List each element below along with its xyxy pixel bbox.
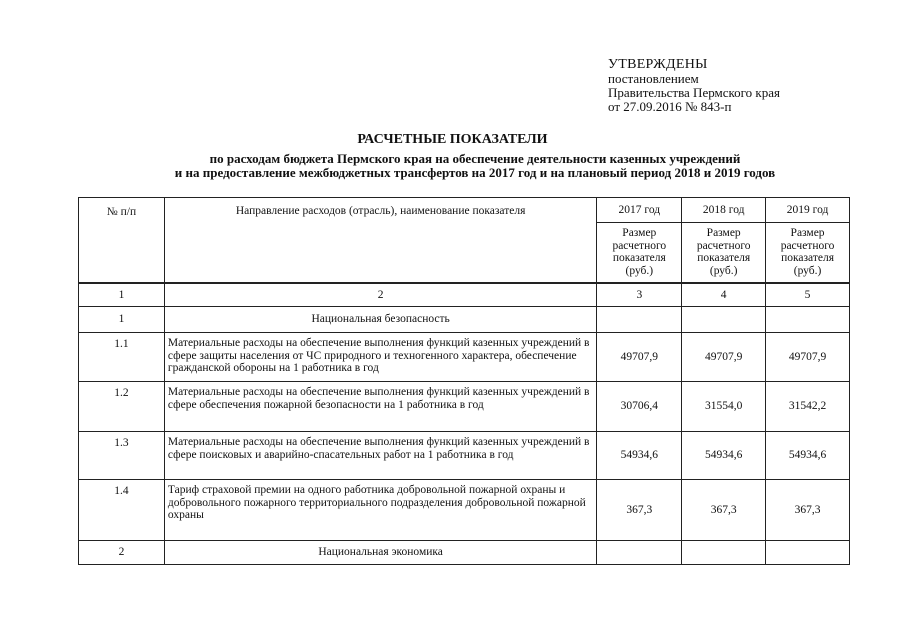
column-number-2: 2 [164, 283, 596, 307]
table-row [79, 382, 850, 432]
row-value-2017: 54934,6 [597, 432, 682, 480]
row-name: Национальная безопасность [164, 307, 596, 333]
row-name: Материальные расходы на обеспечение выполнения функций казенных учреждений в сфере обеспечения пожарной безопасности на 1 работника в год [164, 382, 596, 432]
row-name: Национальная экономика [164, 541, 596, 565]
column-number-row [79, 283, 850, 307]
table-row [79, 307, 850, 333]
row-name: Материальные расходы на обеспечение выполнения функций казенных учреждений в сфере поисковых и аварийно-спасательных работ на 1 работника в год [164, 432, 596, 480]
row-number: 1 [79, 307, 165, 333]
header-name: Направление расходов (отрасль), наименование показателя [164, 198, 596, 283]
header-year-2019: 2019 год [766, 198, 850, 223]
header-unit-2018: Размер расчетного показателя (руб.) [682, 223, 766, 283]
row-value-2017 [597, 307, 682, 333]
table-row [79, 333, 850, 382]
column-number-3: 3 [597, 283, 682, 307]
subtitle-line-2: и на предоставление межбюджетных трансфертов на 2017 год и на плановый период 2018 и 2019 годов [174, 165, 776, 180]
header-num: № п/п [79, 198, 165, 283]
row-value-2017 [597, 541, 682, 565]
approval-line-3: от 27.09.2016 № 843-п [608, 99, 732, 114]
table-row [79, 541, 850, 565]
row-value-2017: 30706,4 [597, 382, 682, 432]
row-value-2018: 367,3 [682, 480, 766, 541]
table-row [79, 432, 850, 480]
document-title: РАСЧЕТНЫЕ ПОКАЗАТЕЛИ [357, 132, 548, 147]
row-value-2017: 367,3 [597, 480, 682, 541]
row-number: 1.2 [79, 382, 165, 432]
header-row-years [79, 198, 850, 223]
row-value-2019 [766, 541, 850, 565]
row-value-2018: 31554,0 [682, 382, 766, 432]
row-value-2018: 54934,6 [682, 432, 766, 480]
header-year-2017: 2017 год [597, 198, 682, 223]
header-year-2018: 2018 год [682, 198, 766, 223]
approval-line-2: Правительства Пермского края [608, 85, 780, 100]
row-name: Тариф страховой премии на одного работника добровольной пожарной охраны и добровольного пожарного территориального подразделения добровольной пожарной охраны [164, 480, 596, 541]
row-name: Материальные расходы на обеспечение выполнения функций казенных учреждений в сфере защиты населения от ЧС природного и техногенного характера, обеспечение гражданской обороны на 1 работника в год [164, 333, 596, 382]
approval-title: УТВЕРЖДЕНЫ [608, 57, 708, 72]
row-number: 1.1 [79, 333, 165, 382]
header-unit-2019: Размер расчетного показателя (руб.) [766, 223, 850, 283]
row-value-2018: 49707,9 [682, 333, 766, 382]
row-value-2019: 54934,6 [766, 432, 850, 480]
approval-stamp [608, 58, 780, 114]
row-number: 1.3 [79, 432, 165, 480]
subtitle-line-1: по расходам бюджета Пермского края на обеспечение деятельности казенных учреждений [209, 151, 741, 166]
row-number: 1.4 [79, 480, 165, 541]
column-number-1: 1 [79, 283, 165, 307]
row-value-2019: 367,3 [766, 480, 850, 541]
row-value-2018 [682, 307, 766, 333]
header-unit-2017: Размер расчетного показателя (руб.) [597, 223, 682, 283]
document-subtitle [80, 152, 870, 180]
row-value-2019: 31542,2 [766, 382, 850, 432]
table-row [79, 480, 850, 541]
approval-line-1: постановлением [608, 71, 699, 86]
row-value-2017: 49707,9 [597, 333, 682, 382]
column-number-5: 5 [766, 283, 850, 307]
column-number-4: 4 [682, 283, 766, 307]
row-number: 2 [79, 541, 165, 565]
row-value-2019 [766, 307, 850, 333]
indicators-table [78, 197, 850, 565]
row-value-2019: 49707,9 [766, 333, 850, 382]
row-value-2018 [682, 541, 766, 565]
